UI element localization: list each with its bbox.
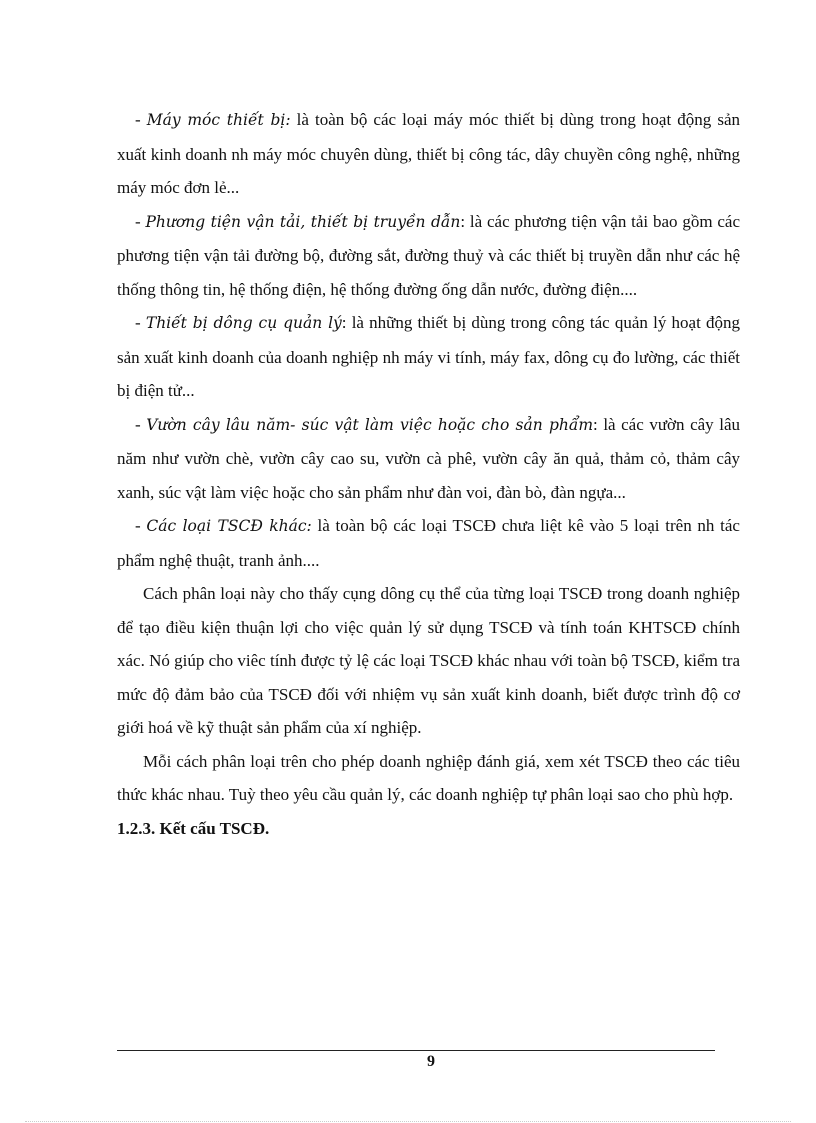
body-paragraph-1: Cách phân loại này cho thấy cụng dông cụ thể của từng loại TSCĐ trong doanh nghiệp để tạo điều kiện thuận lợi cho việc quản lý sử dụng TSCĐ và tính toán KHTSCĐ chính xác. Nó giúp cho viêc tính được tỷ lệ các loại TSCĐ khác nhau với toàn bộ TSCĐ, kiểm tra mức độ đảm bảo của TSCĐ đối với nhiệm vụ sản xuất kinh doanh, biết được trình độ cơ giới hoá về kỹ thuật sản phẩm của xí nghiệp. <box>117 584 740 737</box>
term-perennial-gardens: Vườn cây lâu năm- súc vật làm việc hoặc cho sản phẩm <box>146 415 594 434</box>
list-item-perennial-gardens: - Vườn cây lâu năm- súc vật làm việc hoặc cho sản phẩm: là các vườn cây lâu năm như vườn chè, vườn cây cao su, vườn cà phê, vườn cây ăn quả, thảm cỏ, thảm cây xanh, súc vật làm việc hoặc cho sản phẩm như đàn voi, đàn bò, đàn ngựa... <box>117 414 740 502</box>
term-machinery: Máy móc thiết bị: <box>146 111 291 129</box>
page-bottom-border <box>25 1121 791 1122</box>
page-number: 9 <box>427 1053 435 1070</box>
list-item-transport: - Phương tiện vận tải, thiết bị truyền dẫn: là các phương tiện vận tải bao gồm các phương tiện vận tải đường bộ, đường sắt, đường thuỷ và các thiết bị truyền dẫn như các hệ thống thông tin, hệ thống điện, hệ thống đường ống dẫn nước, đường điện.... <box>117 211 740 299</box>
term-transport: Phương tiện vận tải, thiết bị truyền dẫn <box>145 212 461 231</box>
text-machinery: là toàn bộ các loại máy móc thiết bị dùng trong hoạt động sản xuất kinh doanh nh máy móc chuyên dùng, thiết bị công tác, dây chuyền công nghệ, những máy móc đơn lẻ... <box>117 110 740 197</box>
text-other-assets: là toàn bộ các loại TSCĐ chưa liệt kê vào 5 loại trên nh tác phẩm nghệ thuật, tranh ảnh.... <box>117 516 740 570</box>
page-content <box>117 103 740 845</box>
text-management-tools: : là những thiết bị dùng trong công tác quản lý hoạt động sản xuất kinh doanh của doanh nghiệp nh máy vi tính, máy fax, dông cụ đo lường, các thiết bị điện tử... <box>117 313 740 400</box>
term-other-assets: Các loại TSCĐ khác: <box>146 517 312 535</box>
footer-divider <box>117 1050 715 1051</box>
term-management-tools: Thiết bị dông cụ quản lý <box>145 314 342 332</box>
text-perennial-gardens: : là các vườn cây lâu năm như vườn chè, vườn cây cao su, vườn cà phê, vườn cây ăn quả, thảm cỏ, thảm cây xanh, súc vật làm việc hoặc cho sản phẩm như đàn voi, đàn bò, đàn ngựa... <box>117 414 740 502</box>
body-paragraph-2: Mỗi cách phân loại trên cho phép doanh nghiệp đánh giá, xem xét TSCĐ theo các tiêu thức khác nhau. Tuỳ theo yêu cầu quản lý, các doanh nghiệp tự phân loại sao cho phù hợp. <box>117 751 740 804</box>
text-transport: : là các phương tiện vận tải bao gồm các phương tiện vận tải đường bộ, đường sắt, đường thuỷ và các thiết bị truyền dẫn như các hệ thống thông tin, hệ thống điện, hệ thống đường ống dẫn nước, đường điện.... <box>117 211 740 299</box>
list-item-management-tools: - Thiết bị dông cụ quản lý: là những thiết bị dùng trong công tác quản lý hoạt động sản xuất kinh doanh của doanh nghiệp nh máy vi tính, máy fax, dông cụ đo lường, các thiết bị điện tử... <box>117 313 740 400</box>
section-heading: 1.2.3. Kết cấu TSCĐ. <box>117 818 270 838</box>
list-item-machinery: - Máy móc thiết bị: là toàn bộ các loại máy móc thiết bị dùng trong hoạt động sản xuất kinh doanh nh máy móc chuyên dùng, thiết bị công tác, dây chuyền công nghệ, những máy móc đơn lẻ... <box>117 110 740 197</box>
list-item-other-assets: - Các loại TSCĐ khác: là toàn bộ các loại TSCĐ chưa liệt kê vào 5 loại trên nh tác phẩm nghệ thuật, tranh ảnh.... <box>117 516 740 570</box>
